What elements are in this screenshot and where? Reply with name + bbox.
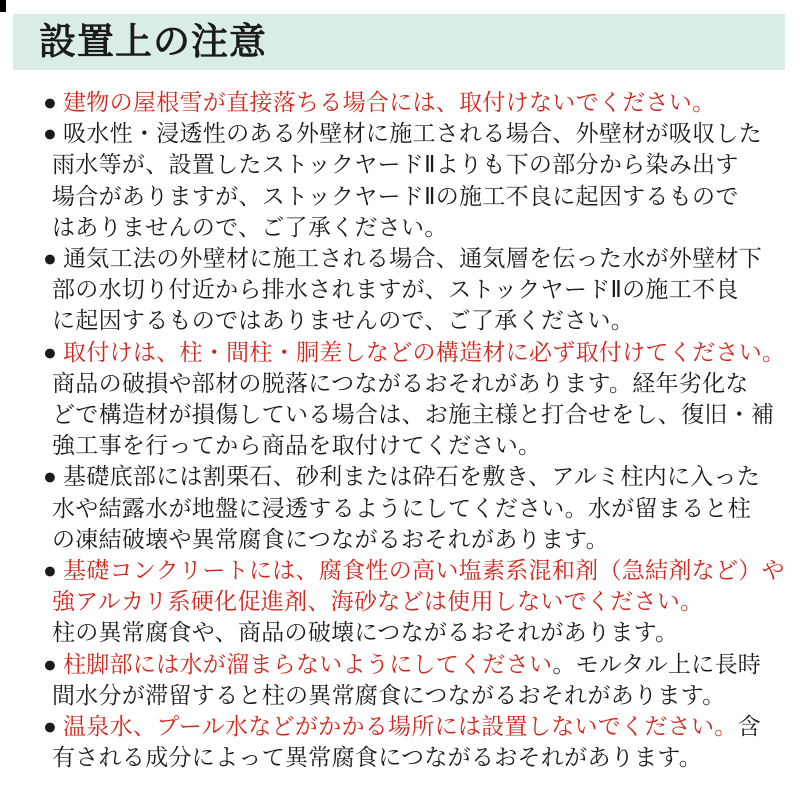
note-text-segment: 吸水性・浸透性のある外壁材に施工される場合、外壁材が吸収した [63,120,762,147]
note-line [43,555,790,586]
note-line [43,649,790,680]
note-text-segment: 間水分が滞留すると柱の異常腐食につながるおそれがあります。 [52,681,726,708]
note-line [43,274,790,305]
bullet-icon: ● [43,338,58,365]
scan-artifact [0,0,6,12]
note-text-segment: の凍結破壊や異常腐食につながるおそれがあります。 [52,525,609,552]
bullet-icon: ● [43,650,58,677]
note-text-segment: に起因するものではありませんので、ご了承ください。 [52,307,635,334]
note-line [43,399,790,430]
note-item [43,649,790,711]
note-text-segment: 水や結露水が地盤に浸透するようにしてください。水が留まると柱 [52,494,751,521]
note-text-segment: 部の水切り付近から排水されますが、ストックヤードⅡの施工不良 [52,276,739,303]
note-line [43,212,790,243]
note-text-segment: 。モルタル上に長時 [552,650,762,677]
note-item [43,118,790,243]
bullet-icon: ● [43,463,58,490]
note-text-segment: 取付けは、柱・間柱・胴差しなどの構造材に必ず取付けてください。 [63,338,786,365]
note-item [43,337,790,462]
note-line [43,524,790,555]
note-line [43,337,790,368]
note-line [43,243,790,274]
section-header [13,14,785,70]
note-item [43,711,790,773]
bullet-icon: ● [43,89,58,115]
note-text-segment: 基礎コンクリートには、腐食性の高い塩素系混和剤（急結剤など）や [63,557,785,584]
note-text-segment: 商品の破損や部材の脱落につながるおそれがあります。経年劣化な [52,369,749,396]
note-line [43,493,790,524]
notes-list [43,87,790,773]
note-text-segment: 温泉水、プール水などがかかる場所には設置しないでください。 [63,713,738,740]
note-line [43,742,790,773]
note-line [43,181,790,212]
page-title: 設置上の注意 [39,21,267,62]
bullet-icon: ● [43,713,58,740]
note-text-segment: はありませんので、ご了承ください。 [52,213,448,240]
note-line [43,680,790,711]
note-line [43,711,790,742]
note-line [43,305,790,336]
note-text-segment: 場合がありますが、ストックヤードⅡの施工不良に起因するもので [52,182,739,209]
note-item [43,555,790,649]
note-text-segment: 通気工法の外壁材に施工される場合、通気層を伝った水が外壁材下 [63,245,762,272]
note-text-segment: 柱の異常腐食や、商品の破壊につながるおそれがあります。 [52,619,679,646]
bullet-icon: ● [43,120,58,147]
note-line [43,118,790,149]
note-text-segment: 雨水等が、設置したストックヤードⅡよりも下の部分から染み出す [52,151,739,178]
note-item [43,87,790,118]
note-item [43,243,790,337]
note-text-segment: 強アルカリ系硬化促進剤、海砂などは使用しないでください。 [52,588,704,615]
bullet-icon: ● [43,245,58,272]
note-text-segment: 強工事を行ってから商品を取付けてください。 [52,432,542,459]
note-line [43,617,790,648]
note-line [43,87,790,118]
note-item [43,461,790,555]
note-text-segment: 有される成分によって異常腐食につながるおそれがあります。 [52,744,703,771]
note-line [43,368,790,399]
note-text-segment: 基礎底部には割栗石、砂利または砕石を敷き、アルミ柱内に入った [63,463,761,490]
note-line [43,586,790,617]
note-text-segment: 含 [737,713,761,740]
bullet-icon: ● [43,557,58,584]
note-text-segment: 建物の屋根雪が直接落ちる場合には、取付けないでください。 [63,89,716,115]
note-text-segment: 柱脚部には水が溜まらないようにしてください [63,650,553,677]
note-text-segment: どで構造材が損傷している場合は、お施主様と打合せをし、復旧・補 [52,401,775,428]
note-line [43,461,790,492]
note-line [43,149,790,180]
note-line [43,430,790,461]
